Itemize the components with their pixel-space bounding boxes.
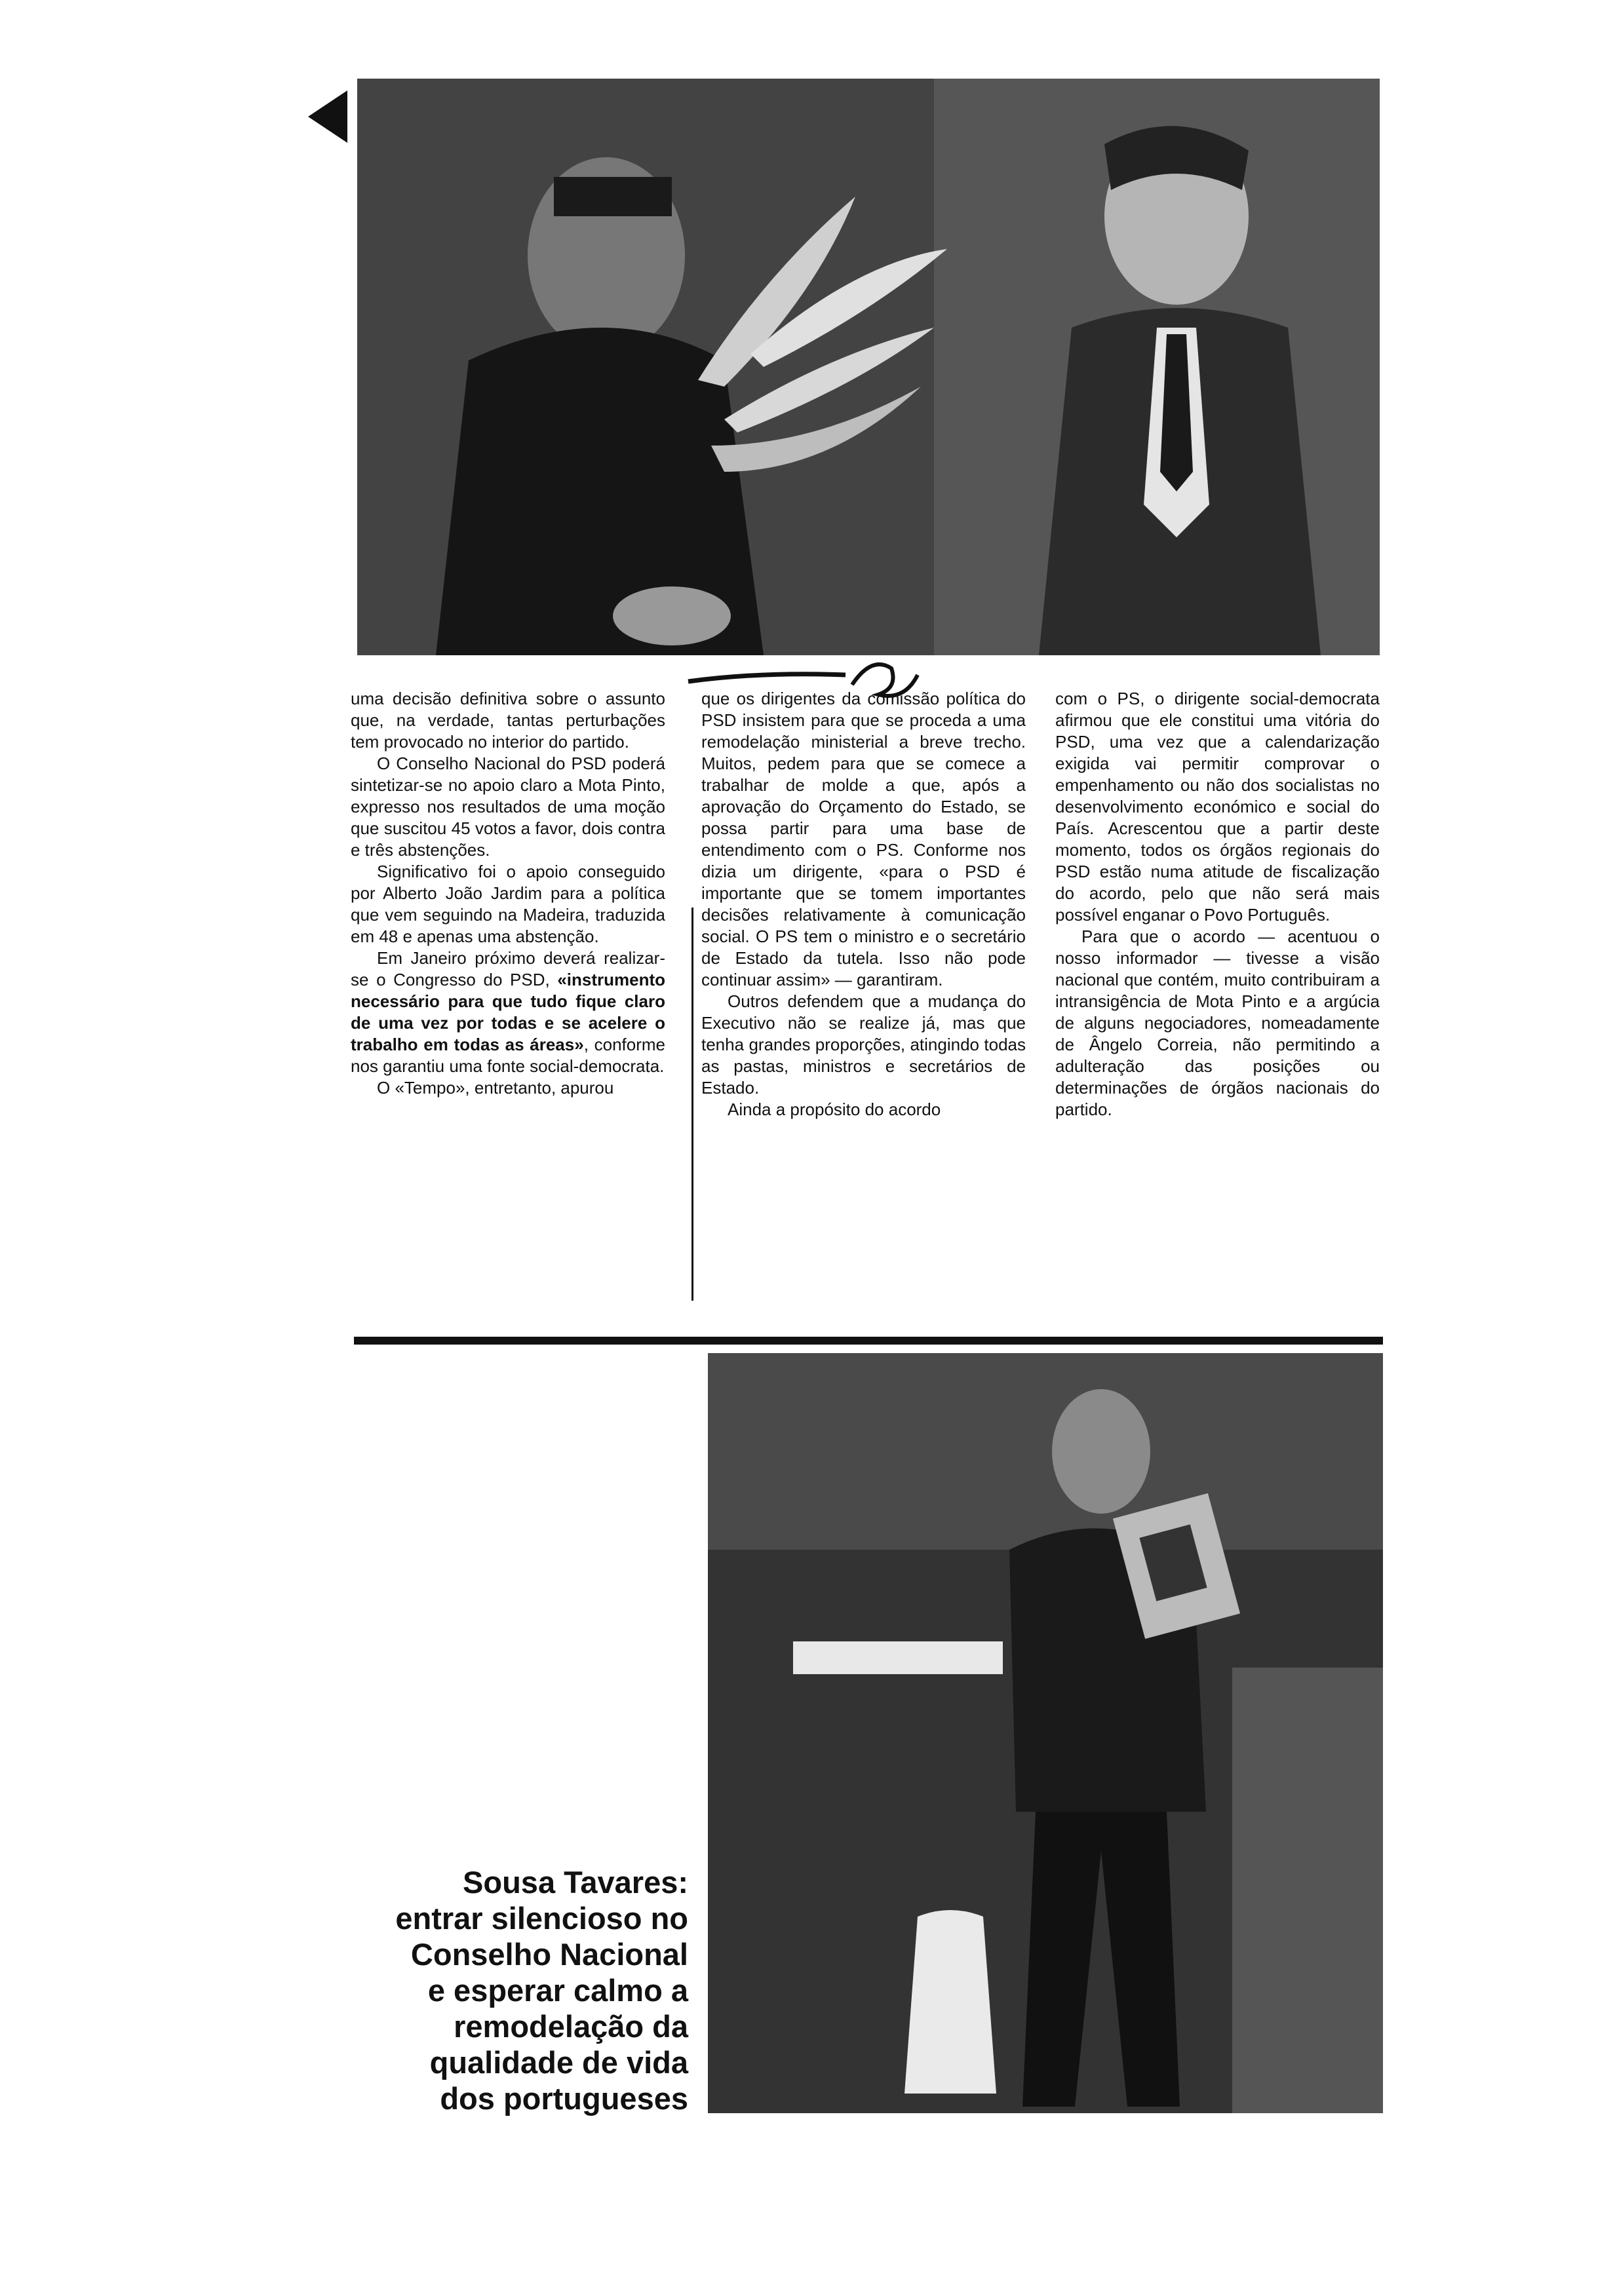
column1-paragraph-4: [351, 947, 665, 1077]
article-column-1: [351, 688, 665, 1099]
article-column-2: [701, 688, 1026, 1120]
photo-caption: [354, 1864, 688, 2116]
column2-paragraph-1: que os dirigentes da comissão política do PSD insistem para que se proceda a uma remodelação ministerial a breve trecho. Muitos, pedem para que se comece a trabalhar de molde a que, após a aprovação do Orçamento do Estado, se possa partir para uma base de entendimento com o PS. Conforme nos dizia um dirigente, «para o PSD é importante que se tomem importantes decisões relativamente à comunicação social. O PS tem o ministro e o secretário de Estado da tutela. Isso não pode continuar assim» — garantiram.: [701, 689, 1026, 989]
column1-paragraph-3: Significativo foi o apoio conseguido por Alberto João Jardim para a política que vem seguindo na Madeira, traduzida em 48 e apenas uma abstenção.: [351, 862, 665, 946]
column1-p4-quote: «instrumento necessário para que tudo fique claro de uma vez por todas e se acelere o trabalho em todas as áreas»: [351, 970, 665, 1054]
column1-paragraph-1: uma decisão definitiva sobre o assunto que, na verdade, tantas perturbações tem provocado no interior do partido.: [351, 689, 665, 752]
section-divider: [354, 1337, 1383, 1345]
caption-line: dos portugueses: [440, 2081, 688, 2116]
column1-paragraph-2: O Conselho Nacional do PSD poderá sintetizar-se no apoio claro a Mota Pinto, expresso nos resultados de uma moção que suscitou 45 votos a favor, dois contra e três abstenções.: [351, 754, 665, 860]
caption-line: remodelação da: [454, 2009, 688, 2044]
caption-line: entrar silencioso no: [395, 1901, 688, 1936]
column1-paragraph-5: O «Tempo», entretanto, apurou: [377, 1078, 614, 1098]
column3-paragraph-1: com o PS, o dirigente social-democrata afirmou que ele constitui uma vitória do PSD, uma vez que a calendarização exigida vai permitir comprovar o empenhamento ou não dos socialistas no desenvolvimento económico e social do País. Acrescentou que a partir deste momento, todos os órgãos regionais do PSD estão numa atitude de fiscalização do acordo, pelo que não será mais possível enganar o Povo Português.: [1055, 689, 1380, 925]
column3-paragraph-2: Para que o acordo — acentuou o nosso informador — tivesse a visão nacional que contém, muito contribuiram a intransigência de Mota Pinto e a argúcia de alguns negociadores, nomeadamente de Ângelo Correia, não permitindo a adulteração das posições ou determinações de órgãos nacionais do partido.: [1055, 927, 1380, 1119]
left-arrow-marker: [308, 90, 347, 143]
column1-p4-post: , conforme nos garantiu uma fonte social-democrata.: [351, 1035, 666, 1076]
column1-p4-pre: Em Janeiro próximo deverá realizar-se o Congresso do PSD,: [351, 948, 665, 989]
caption-line: qualidade de vida: [429, 2045, 688, 2080]
article-column-3: [1055, 688, 1380, 1120]
bottom-photo: [708, 1353, 1383, 2113]
caption-line: Sousa Tavares:: [463, 1865, 688, 1900]
column-divider: [691, 908, 693, 1301]
top-photo: [357, 79, 1380, 655]
caption-line: Conselho Nacional: [410, 1937, 688, 1972]
caption-line: e esperar calmo a: [427, 1973, 688, 2008]
column2-paragraph-2: Outros defendem que a mudança do Executivo não se realize já, mas que tenha grandes proporções, atingindo todas as pastas, ministros e secretários de Estado.: [701, 991, 1026, 1098]
column2-paragraph-3: Ainda a propósito do acordo: [728, 1100, 941, 1119]
